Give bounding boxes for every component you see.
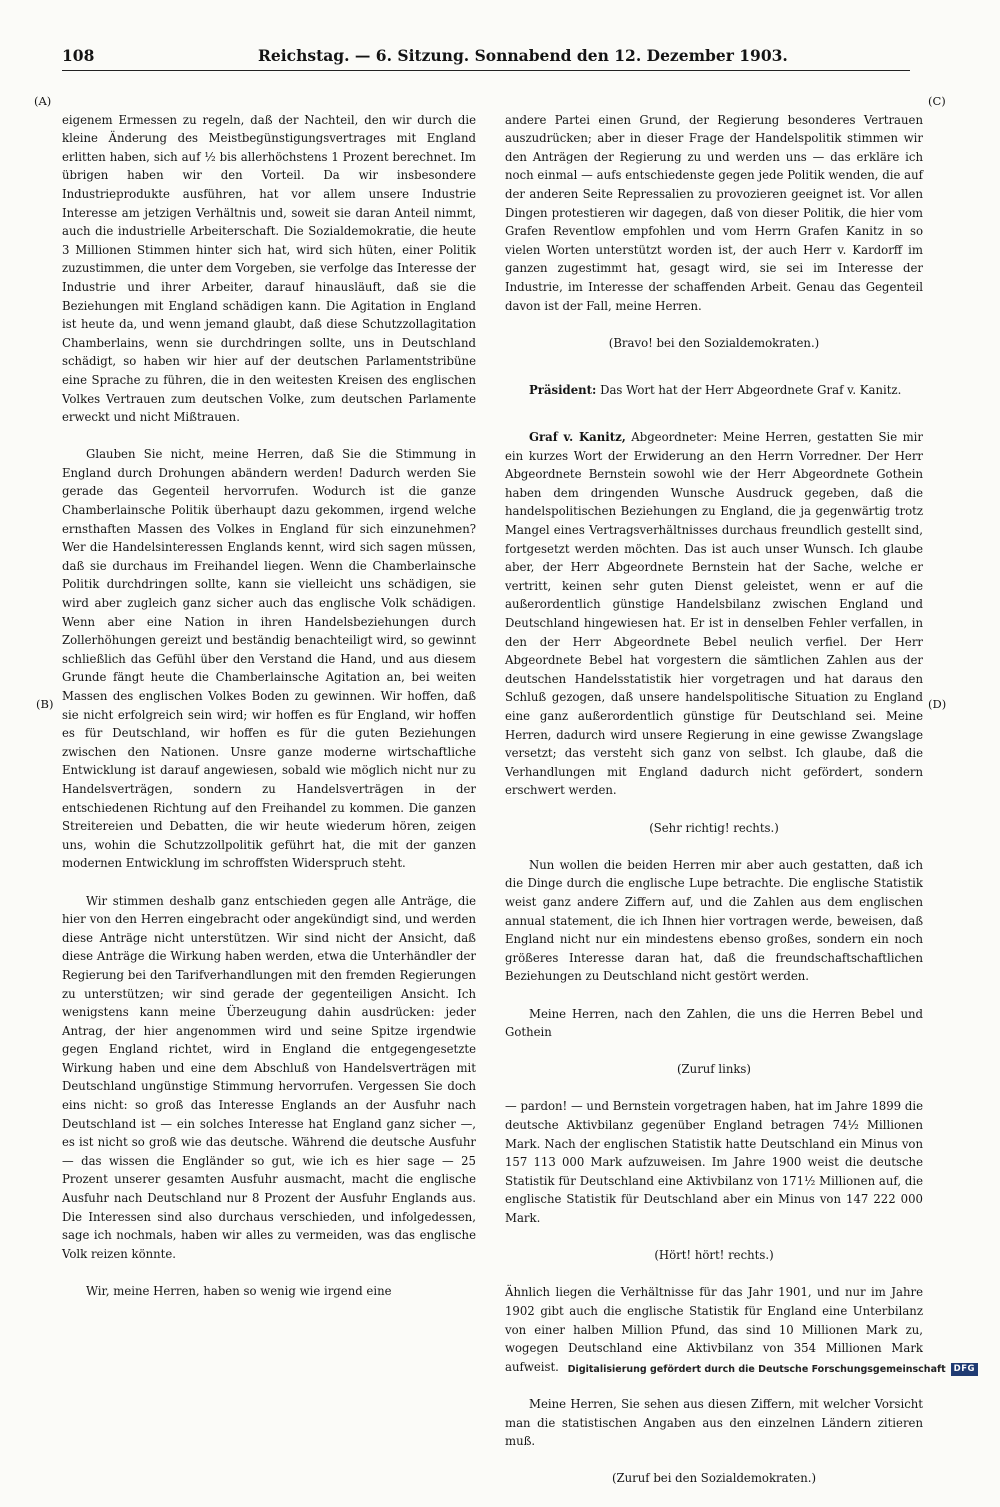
paragraph: andere Partei einen Grund, der Regierung besonderes Vertrauen auszudrücken; aber in dieser Frage der Handelspolitik stimmen wir den Anträgen der Regierung zu und werden uns — das erkläre ich noch einmal — aufs entschiedenste gegen jede Politik wenden, die auf der anderen Seite Repressalien zu provozieren geeignet ist. Vor allen Dingen protestieren wir dagegen, daß von dieser Politik, die hier vom Grafen Reventlow empfohlen und vom Herrn Grafen Kanitz in so vielen Worten unterstützt worden ist, der auch Herr v. Kardorff im ganzen zugestimmt hat, gesagt wird, sie sei im Interesse der Industrie, im Interesse der schaffenden Arbeit. Genau das Gegenteil davon ist der Fall, meine Herren. [505,112,923,313]
interjection: (Sehr richtig! rechts.) [649,820,779,835]
margin-mark-b: (B) [36,697,54,711]
paragraph: Meine Herren, nach den Zahlen, die uns die Herren Bebel und Gothein [505,1006,923,1040]
dfg-logo-icon: DFG [951,1363,978,1376]
speaker-label: Graf v. Kanitz, [529,430,626,445]
margin-mark-d: (D) [928,697,947,711]
interjection: (Zuruf links) [676,1062,751,1077]
margin-mark-c: (C) [928,94,946,108]
right-column [505,92,923,1507]
footer-credit [568,1363,978,1376]
footer-text: Digitalisierung gefördert durch die Deutsche Forschungsgemeinschaft [567,1364,946,1375]
interjection: (Zuruf bei den Sozialdemokraten.) [611,1471,817,1486]
speech-text: Abgeordneter: Meine Herren, gestatten Sie mir ein kurzes Wort der Erwiderung an den Herrn Vorredner. Der Herr Abgeordnete Bernstein sowohl wie der Herr Abgeordnete Gothein haben dem dringenden Wunsche Ausdruck gegeben, daß die handelspolitischen Beziehungen zu England, die ja gegenwärtig trotz Mangel eines Vertragsverhältnisses durchaus freundlich gestellt sind, fortgesetzt werden möchten. Das ist auch unser Wunsch. Ich glaube aber, der Herr Abgeordnete Bernstein hat der Sache, welche er vertritt, keinen sehr guten Dienst geleistet, wenn er auf die außerordentlich günstige Handelsbilanz zwischen England und Deutschland hingewiesen hat. Er ist in denselben Fehler verfallen, in den der Herr Abgeordnete Bebel neulich verfiel. Der Herr Abgeordnete Bebel hat vorgestern die sämtlichen Zahlen aus der deutschen Handelsstatistik hier vorgetragen und hat daraus den Schluß gezogen, daß unsere handelspolitische Situation zu England eine ganz außerordentlich günstige für Deutschland sei. Meine Herren, dadurch wird unsere Regierung in eine gewisse Zwangslage versetzt; das versteht sich ganz von selbst. Ich glaube, daß die Verhandlungen mit England dadurch nicht gefördert, sondern erschwert werden. [505,430,923,798]
paragraph: Ähnlich liegen die Verhältnisse für das Jahr 1901, und nur im Jahre 1902 gibt auch die englische Statistik für England eine Unterbilanz von einer halben Million Pfund, das sind 10 Millionen Mark zu, wogegen Deutschland eine Aktivbilanz von 354 Millionen Mark aufweist. [505,1285,923,1374]
paragraph: Glauben Sie nicht, meine Herren, daß Sie die Stimmung in England durch Drohungen abändern werden! Dadurch werden Sie gerade das Gegenteil hervorrufen. Wodurch ist die ganze Chamberlainsche Politik überhaupt dazu gekommen, irgend welche ernsthaften Massen des Volkes in England für sich einzunehmen? Wer die Handelsinteressen Englands kennt, wird sich sagen müssen, daß sie durchaus im Freihandel liegen. Wenn die Chamberlainsche Politik durchdringen sollte, kann sie vielleicht uns schädigen, sie wird aber zugleich ganz sicher auch das englische Volk schädigen. Wenn aber eine Nation in ihren Handelsbeziehungen durch Zollerhöhungen gereizt und beständig benachteiligt wird, so gewinnt schließlich das Gefühl über den Verstand die Hand, und aus diesem Grunde fängt heute die Chamberlainsche Agitation an, bei weiten Massen des englischen Volkes Boden zu gewinnen. Wir hoffen, daß sie nicht erfolgreich sein wird; wir hoffen es für England, wir hoffen es für Deutschland, wir hoffen es für die guten Beziehungen zwischen den Nationen. Unsre ganze moderne wirtschaftliche Entwicklung ist darauf angewiesen, sobald wie möglich nicht nur zu Handelsverträgen, sondern zu Handelsverträgen in der entschiedenen Richtung auf den Freihandel zu kommen. Die ganzen Streitereien und Debatten, die wir heute wiederum hören, zeigen uns, wohin die Schutzzollpolitik geführt hat, die mit der ganzen modernen Entwicklung im schroffsten Widerspruch steht. [62,447,476,871]
president-paragraph [505,381,923,400]
paragraph: Meine Herren, Sie sehen aus diesen Ziffern, mit welcher Vorsicht man die statistischen Angaben aus den einzelnen Ländern zitieren muß. [505,1396,923,1449]
president-label: Präsident: [529,382,597,397]
margin-mark-a: (A) [34,94,52,108]
page-header [62,44,910,71]
page-number: 108 [62,46,95,65]
paragraph: — pardon! — und Bernstein vorgetragen haben, hat im Jahre 1899 die deutsche Aktivbilanz gegenüber England betragen 74½ Millionen Mark. Nach der englischen Statistik hatte Deutschland ein Minus von 157 113 000 Mark aufzuweisen. Im Jahre 1900 weist die deutsche Statistik für Deutschland eine Aktivbilanz von 171½ Millionen auf, die englische Statistik für Deutschland aber ein Minus von 147 222 000 Mark. [505,1099,923,1226]
left-column [62,92,476,1319]
paragraph: Wir, meine Herren, haben so wenig wie irgend eine [86,1284,392,1298]
paragraph: Wir stimmen deshalb ganz entschieden gegen alle Anträge, die hier von den Herren eingebracht oder angekündigt sind, und werden diese Anträge nicht unterstützen. Wir sind nicht der Ansicht, daß diese Anträge die Wirkung haben werden, etwa die Unterhändler der Regierung bei den Tarifverhandlungen mit den fremden Regierungen zu unterstützen; wir sind gerade der gegenteiligen Ansicht. Ich wenigstens kann meine Überzeugung dahin ausdrücken: jeder Antrag, der hier angenommen wird und seine Spitze irgendwie gegen England richtet, wird in England die entgegengesetzte Wirkung haben und eine dem Abschluß von Handelsverträgen mit Deutschland ungünstige Stimmung hervorrufen. Vergessen Sie doch eins nicht: so groß das Interesse Englands an der Ausfuhr nach Deutschland ist — ein solches Interesse hat England ganz sicher —, es ist nicht so groß wie das deutsche. Während die deutsche Ausfuhr — das wissen die Engländer so gut, wie ich es hier sage — 25 Prozent unserer gesamten Ausfuhr ausmacht, macht die englische Ausfuhr nach Deutschland nur 8 Prozent der Ausfuhr Englands aus. Die Interessen sind also durchaus verschieden, und infolgedessen, sage ich nochmals, haben wir alles zu vermeiden, was das englische Volk reizen könnte. [62,893,476,1261]
interjection: (Bravo! bei den Sozialdemokraten.) [608,335,820,350]
paragraph: Nun wollen die beiden Herren mir aber auch gestatten, daß ich die Dinge durch die englische Lupe betrachte. Die englische Statistik weist ganz andere Ziffern auf, und die Zahlen aus dem englischen annual statement, die ich Ihnen hier vortragen werde, beweisen, daß England nicht nur ein mindestens ebenso großes, sondern ein noch größeres Interesse daran hat, daß die freundschaftschaftlichen Beziehungen zu Deutschland nicht gestört werden. [505,857,923,984]
speaker-paragraph [505,428,923,800]
running-title: Reichstag. — 6. Sitzung. Sonnabend den 12. Dezember 1903. [258,46,788,65]
president-text: Das Wort hat der Herr Abgeordnete Graf v. Kanitz. [600,382,902,397]
paragraph: eigenem Ermessen zu regeln, daß der Nachteil, den wir durch die kleine Änderung des Meistbegünstigungsvertrages mit England erlitten haben, sich auf ½ bis allerhöchstens 1 Prozent berechnet. Im übrigen haben wir den Vorteil. Da wir insbesondere Industrieprodukte ausführen, hat vor allem unsere Industrie Interesse am jetzigen Verhältnis und, soweit sie daran Anteil nimmt, auch die industrielle Arbeiterschaft. Die Sozialdemokratie, die heute 3 Millionen Stimmen hinter sich hat, wird sich hüten, einer Politik zuzustimmen, die unter dem Vorgeben, sie verfolge das Interesse der Industrie und ihrer Arbeiter, darauf hinausläuft, daß sie die Beziehungen mit England schädigen kann. Die Agitation in England ist heute da, und wenn jemand glaubt, daß diese Schutzzollagitation Chamberlains, wenn sie durchdringen sollte, uns in Deutschland schädigt, so haben wir hier auf der deutschen Parlamentstribüne eine Sprache zu führen, die in den weitesten Kreisen des englischen Volkes Vertrauen zum deutschen Volke, zum deutschen Parlamente erweckt und nicht Mißtrauen. [62,112,476,425]
interjection: (Hört! hört! rechts.) [654,1248,774,1263]
